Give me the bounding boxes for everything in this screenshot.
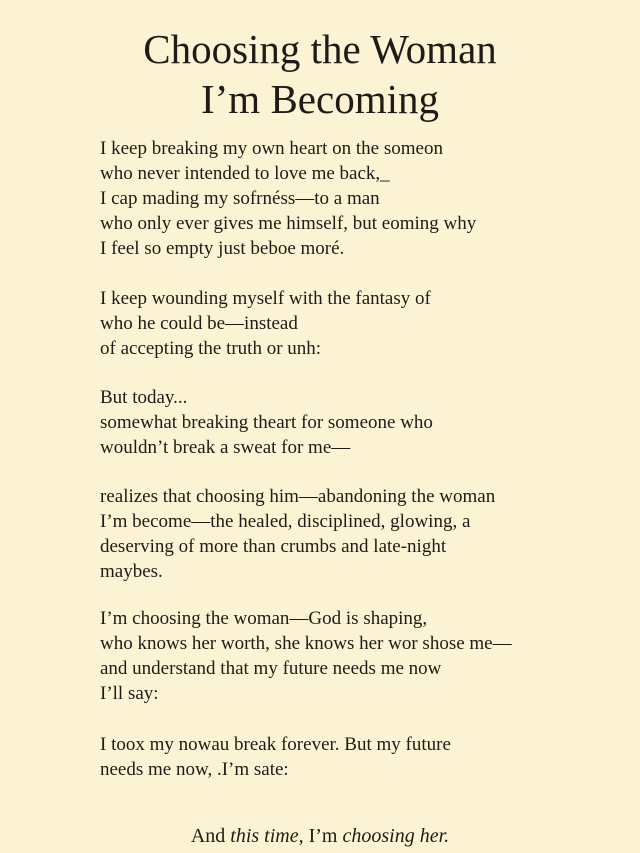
poem-line: deserving of more than crumbs and late-night — [100, 536, 447, 557]
poem-line: I’m choosing the woman—God is shaping, — [100, 608, 428, 629]
title-line-1: Choosing the Woman — [143, 26, 497, 72]
poem-line: I keep breaking my own heart on the someon — [100, 138, 443, 159]
stanza-3 — [100, 385, 600, 460]
poem-line: somewhat breaking theart for someone who — [100, 412, 433, 433]
poem-line: who he could be—instead — [100, 313, 298, 334]
poem-line: who never intended to love me back,_ — [100, 163, 390, 184]
stanza-6 — [100, 732, 600, 782]
closing-text-3: I’m — [303, 825, 343, 847]
closing-text-1: And — [190, 825, 231, 847]
poem-line: of accepting the truth or unh: — [100, 338, 322, 359]
poem-line: maybes. — [100, 561, 163, 582]
poem-line: and understand that my future needs me now — [100, 658, 442, 679]
poem-line: realizes that choosing him—abandoning the woman — [100, 486, 496, 507]
stanza-1 — [100, 136, 600, 261]
stanza-4 — [100, 484, 600, 584]
poem-line: I toox my nowau break forever. But my future — [100, 734, 451, 755]
poem-title — [0, 24, 640, 124]
poem-line: But today... — [100, 387, 188, 408]
poem-line: I cap mading my sofrnéss—to a man — [100, 188, 380, 209]
closing-text-4: choosing her. — [342, 825, 450, 847]
poem-line: I’ll say: — [100, 683, 159, 704]
title-line-2: I’m Becoming — [201, 76, 439, 122]
poem-line: who knows her worth, she knows her wor shose me— — [100, 633, 512, 654]
stanza-2 — [100, 286, 600, 361]
poem-line: I’m become—the healed, disciplined, glowing, a — [100, 511, 471, 532]
closing-text-2: this time, — [230, 825, 304, 847]
closing-line — [0, 823, 640, 849]
poem-line: wouldn’t break a sweat for me— — [100, 437, 351, 458]
poem-line: I feel so empty just beboe moré. — [100, 238, 345, 259]
stanza-5 — [100, 606, 600, 706]
poem-line: who only ever gives me himself, but eoming why — [100, 213, 477, 234]
poem-line: needs me now, .I’m sate: — [100, 759, 289, 780]
poem-line: I keep wounding myself with the fantasy of — [100, 288, 431, 309]
